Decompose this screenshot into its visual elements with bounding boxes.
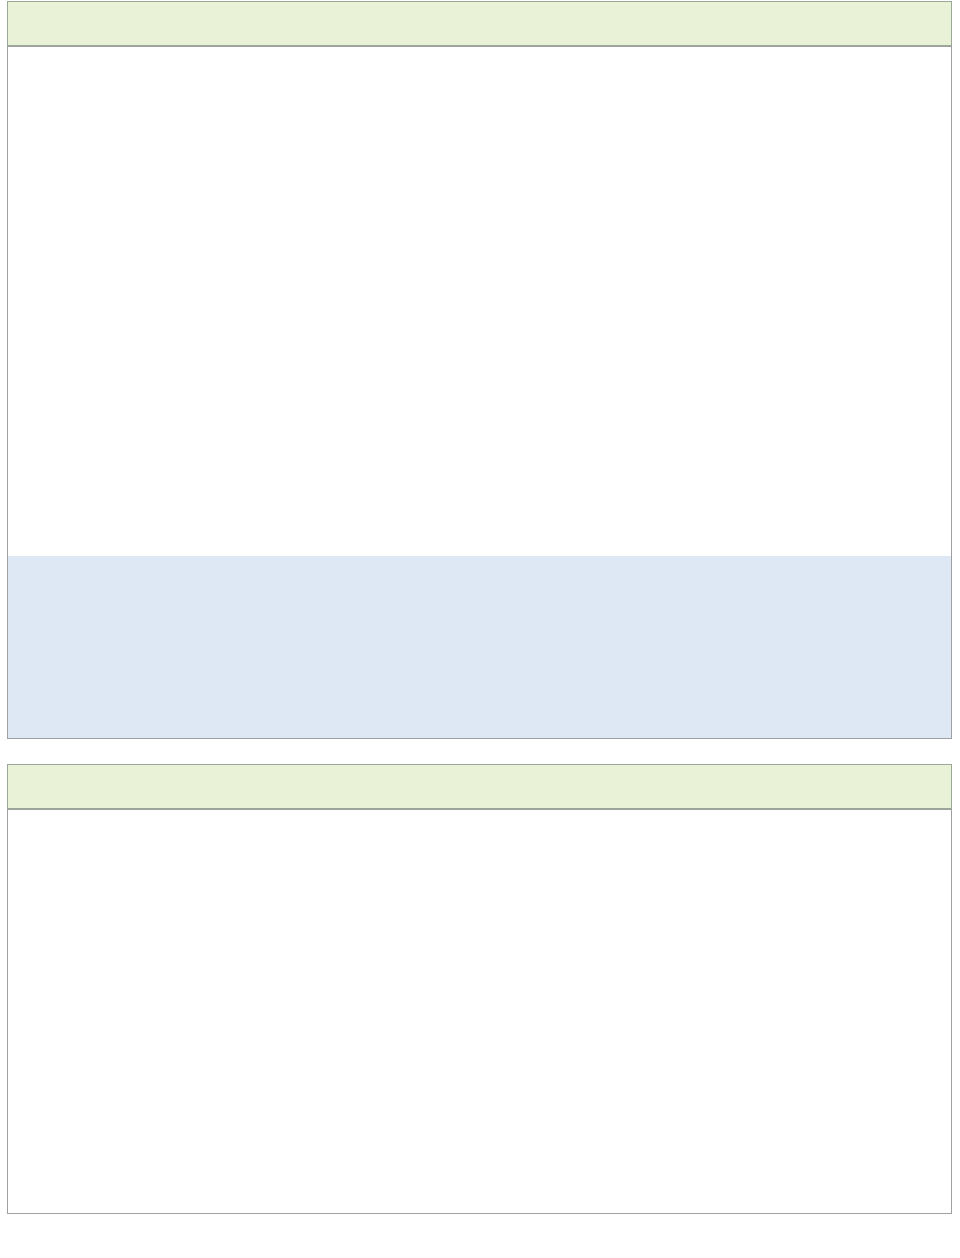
- section-9-heading: [7, 1, 952, 46]
- section-10-heading: [7, 764, 952, 809]
- section-10-frame: [7, 809, 952, 1214]
- contacts-box: [8, 556, 951, 738]
